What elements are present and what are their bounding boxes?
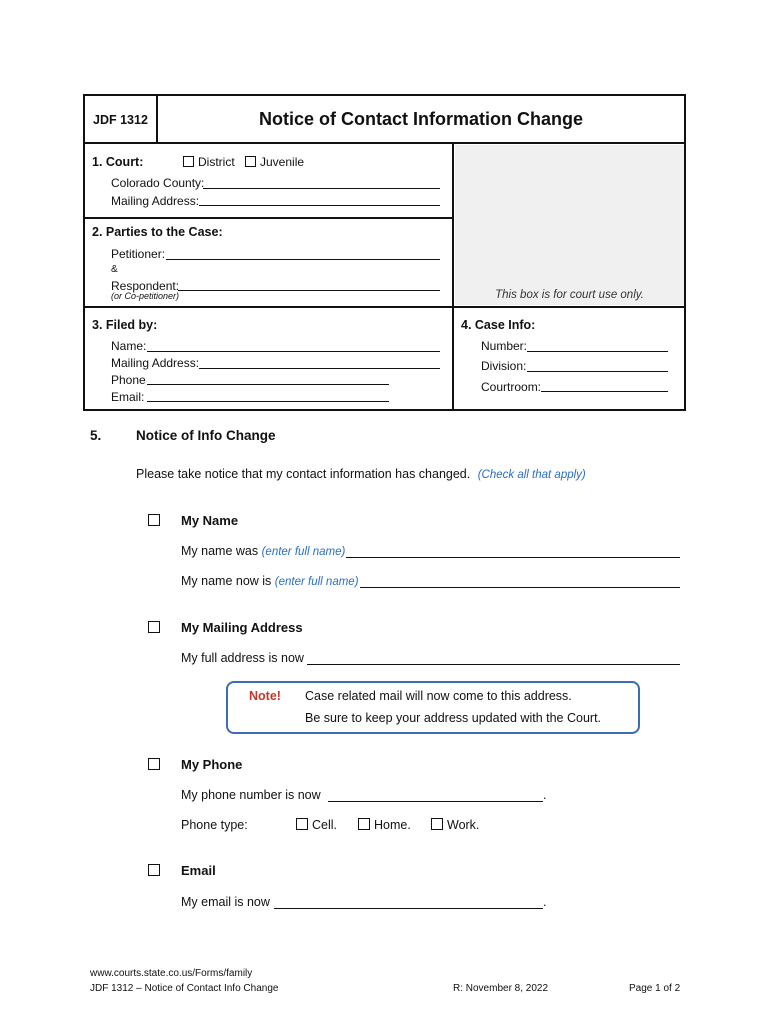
court-use-label: This box is for court use only. <box>495 289 644 301</box>
footer-url: www.courts.state.co.us/Forms/family <box>90 968 253 979</box>
filer-email-label: Email: <box>111 390 145 404</box>
name-now-row <box>181 574 359 588</box>
filer-mailing-label: Mailing Address: <box>111 356 200 370</box>
petitioner-label: Petitioner: <box>111 247 166 261</box>
filer-name-field[interactable] <box>147 351 440 352</box>
phone-type-label: Phone type: <box>181 818 248 832</box>
district-checkbox[interactable] <box>183 156 194 167</box>
court-label: 1. Court: <box>92 155 144 169</box>
parties-label: 2. Parties to the Case: <box>92 225 223 239</box>
and-label: & <box>111 264 118 275</box>
name-was-label: My name was <box>181 544 259 558</box>
email-period: . <box>543 895 547 909</box>
district-option[interactable] <box>183 155 235 169</box>
name-now-field[interactable] <box>360 587 680 588</box>
phone-number-period: . <box>543 788 547 802</box>
juvenile-option[interactable] <box>245 155 304 169</box>
email-field[interactable] <box>274 908 543 909</box>
work-label: Work. <box>447 818 480 832</box>
section5-intro-hint: (Check all that apply) <box>477 469 586 481</box>
phone-type-home[interactable] <box>358 818 411 832</box>
filer-phone-label: Phone <box>111 373 146 387</box>
county-field[interactable] <box>203 188 440 189</box>
cell-label: Cell. <box>312 818 338 832</box>
courtroom-label: Courtroom: <box>481 380 542 394</box>
name-now-label: My name now is <box>181 574 272 588</box>
my-address-checkbox[interactable] <box>148 621 160 633</box>
name-was-hint: (enter full name) <box>261 546 346 558</box>
juvenile-checkbox[interactable] <box>245 156 256 167</box>
section5-title: Notice of Info Change <box>136 428 276 443</box>
my-name-title: My Name <box>181 513 239 528</box>
cell-checkbox[interactable] <box>296 818 308 830</box>
section5-intro <box>136 467 586 481</box>
respondent-field[interactable] <box>178 290 440 291</box>
full-address-field[interactable] <box>307 664 680 665</box>
email-title: Email <box>181 863 216 878</box>
name-now-hint: (enter full name) <box>274 576 359 588</box>
my-name-checkbox[interactable] <box>148 514 160 526</box>
name-was-row <box>181 544 345 558</box>
court-section-rule <box>83 217 454 219</box>
court-mailing-label: Mailing Address: <box>111 194 200 208</box>
courtroom-field[interactable] <box>541 391 668 392</box>
header-bottom-rule <box>83 142 686 144</box>
juvenile-label: Juvenile <box>260 155 305 169</box>
filer-mailing-field[interactable] <box>199 368 440 369</box>
page-title: Notice of Contact Information Change <box>259 109 583 129</box>
phone-number-field[interactable] <box>328 801 543 802</box>
filed-by-rule <box>83 306 686 308</box>
my-phone-checkbox[interactable] <box>148 758 160 770</box>
note-line-2: Be sure to keep your address updated with the Court. <box>305 711 602 725</box>
filed-by-label: 3. Filed by: <box>92 318 158 332</box>
co-petitioner-note: (or Co-petitioner) <box>111 291 180 301</box>
section5-number: 5. <box>90 428 102 443</box>
note-line-1: Case related mail will now come to this address. <box>305 689 572 703</box>
section5-intro-text: Please take notice that my contact information has changed. <box>136 467 471 481</box>
footer-form-name: JDF 1312 – Notice of Contact Info Change <box>90 983 279 994</box>
phone-type-cell[interactable] <box>296 818 337 832</box>
filer-email-field[interactable] <box>147 401 389 402</box>
work-checkbox[interactable] <box>431 818 443 830</box>
full-address-label: My full address is now <box>181 651 304 665</box>
case-number-field[interactable] <box>527 351 668 352</box>
county-label: Colorado County: <box>111 176 205 190</box>
name-was-field[interactable] <box>346 557 680 558</box>
court-mailing-field[interactable] <box>199 205 440 206</box>
form-id: JDF 1312 <box>93 113 148 127</box>
footer-revision: R: November 8, 2022 <box>453 983 549 994</box>
respondent-label: Respondent: <box>111 279 180 293</box>
email-now-label: My email is now <box>181 895 270 909</box>
home-checkbox[interactable] <box>358 818 370 830</box>
my-address-title: My Mailing Address <box>181 620 303 635</box>
home-label: Home. <box>374 818 411 832</box>
petitioner-field[interactable] <box>166 259 440 260</box>
case-info-label: 4. Case Info: <box>461 318 536 332</box>
court-use-divider <box>452 142 454 411</box>
case-number-label: Number: <box>481 339 528 353</box>
division-field[interactable] <box>527 371 668 372</box>
email-checkbox[interactable] <box>148 864 160 876</box>
filer-phone-field[interactable] <box>147 384 389 385</box>
phone-number-label: My phone number is now <box>181 788 321 802</box>
court-use-box <box>455 145 684 305</box>
district-label: District <box>198 155 235 169</box>
filer-name-label: Name: <box>111 339 147 353</box>
footer-page-number: Page 1 of 2 <box>629 983 681 994</box>
phone-type-work[interactable] <box>431 818 479 832</box>
note-label: Note! <box>249 689 281 703</box>
my-phone-title: My Phone <box>181 757 243 772</box>
division-label: Division: <box>481 359 527 373</box>
